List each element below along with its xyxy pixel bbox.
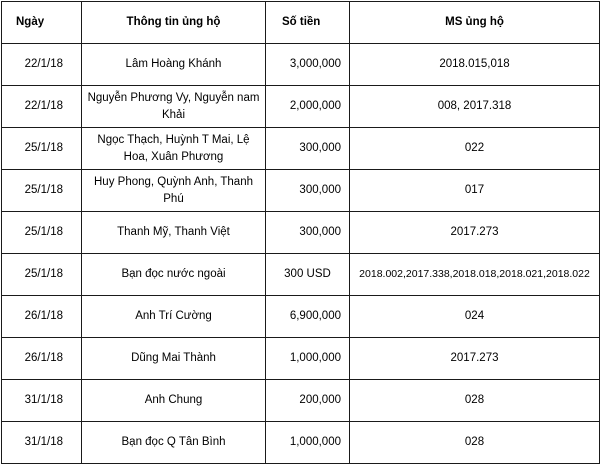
cell-amount: 300,000 [266,128,350,170]
cell-date: 26/1/18 [2,338,82,380]
cell-donor: Huy Phong, Quỳnh Anh, Thanh Phú [82,170,266,212]
cell-amount: 2,000,000 [266,86,350,128]
cell-code: 017 [350,170,600,212]
cell-date: 25/1/18 [2,128,82,170]
cell-code: 2017.273 [350,338,600,380]
cell-donor: Bạn đọc Q Tân Bình [82,422,266,464]
cell-date: 22/1/18 [2,86,82,128]
cell-donor: Anh Chung [82,380,266,422]
header-donor-info: Thông tin ủng hộ [82,2,266,44]
table-row [2,380,600,422]
cell-amount: 300 USD [266,254,350,296]
table-row [2,254,600,296]
table-row [2,128,600,170]
cell-date: 26/1/18 [2,296,82,338]
table-row [2,296,600,338]
donation-table [1,1,600,464]
cell-code: 2018.015,018 [350,44,600,86]
cell-amount: 200,000 [266,380,350,422]
cell-code: 024 [350,296,600,338]
cell-code: 2018.002,2017.338,2018.018,2018.021,2018.022 [350,254,600,296]
cell-amount: 1,000,000 [266,422,350,464]
header-donation-code: MS ủng hộ [350,2,600,44]
table-row [2,86,600,128]
table-row [2,44,600,86]
cell-code: 008, 2017.318 [350,86,600,128]
cell-donor: Anh Trí Cường [82,296,266,338]
table-header-row [2,2,600,44]
cell-amount: 6,900,000 [266,296,350,338]
cell-amount: 300,000 [266,212,350,254]
table-row [2,422,600,464]
header-date: Ngày [2,2,82,44]
table-row [2,212,600,254]
cell-donor: Bạn đọc nước ngoài [82,254,266,296]
cell-date: 22/1/18 [2,44,82,86]
cell-code: 022 [350,128,600,170]
table-row [2,338,600,380]
cell-donor: Thanh Mỹ, Thanh Việt [82,212,266,254]
cell-date: 31/1/18 [2,380,82,422]
header-amount: Số tiền [266,2,350,44]
cell-code: 028 [350,422,600,464]
cell-amount: 3,000,000 [266,44,350,86]
cell-amount: 1,000,000 [266,338,350,380]
cell-donor: Nguyễn Phương Vy, Nguyễn nam Khải [82,86,266,128]
cell-date: 31/1/18 [2,422,82,464]
cell-date: 25/1/18 [2,212,82,254]
cell-donor: Dũng Mai Thành [82,338,266,380]
cell-amount: 300,000 [266,170,350,212]
cell-donor: Lâm Hoàng Khánh [82,44,266,86]
cell-code: 028 [350,380,600,422]
cell-donor: Ngọc Thạch, Huỳnh T Mai, Lệ Hoa, Xuân Phương [82,128,266,170]
cell-code: 2017.273 [350,212,600,254]
table-row [2,170,600,212]
cell-date: 25/1/18 [2,170,82,212]
cell-date: 25/1/18 [2,254,82,296]
